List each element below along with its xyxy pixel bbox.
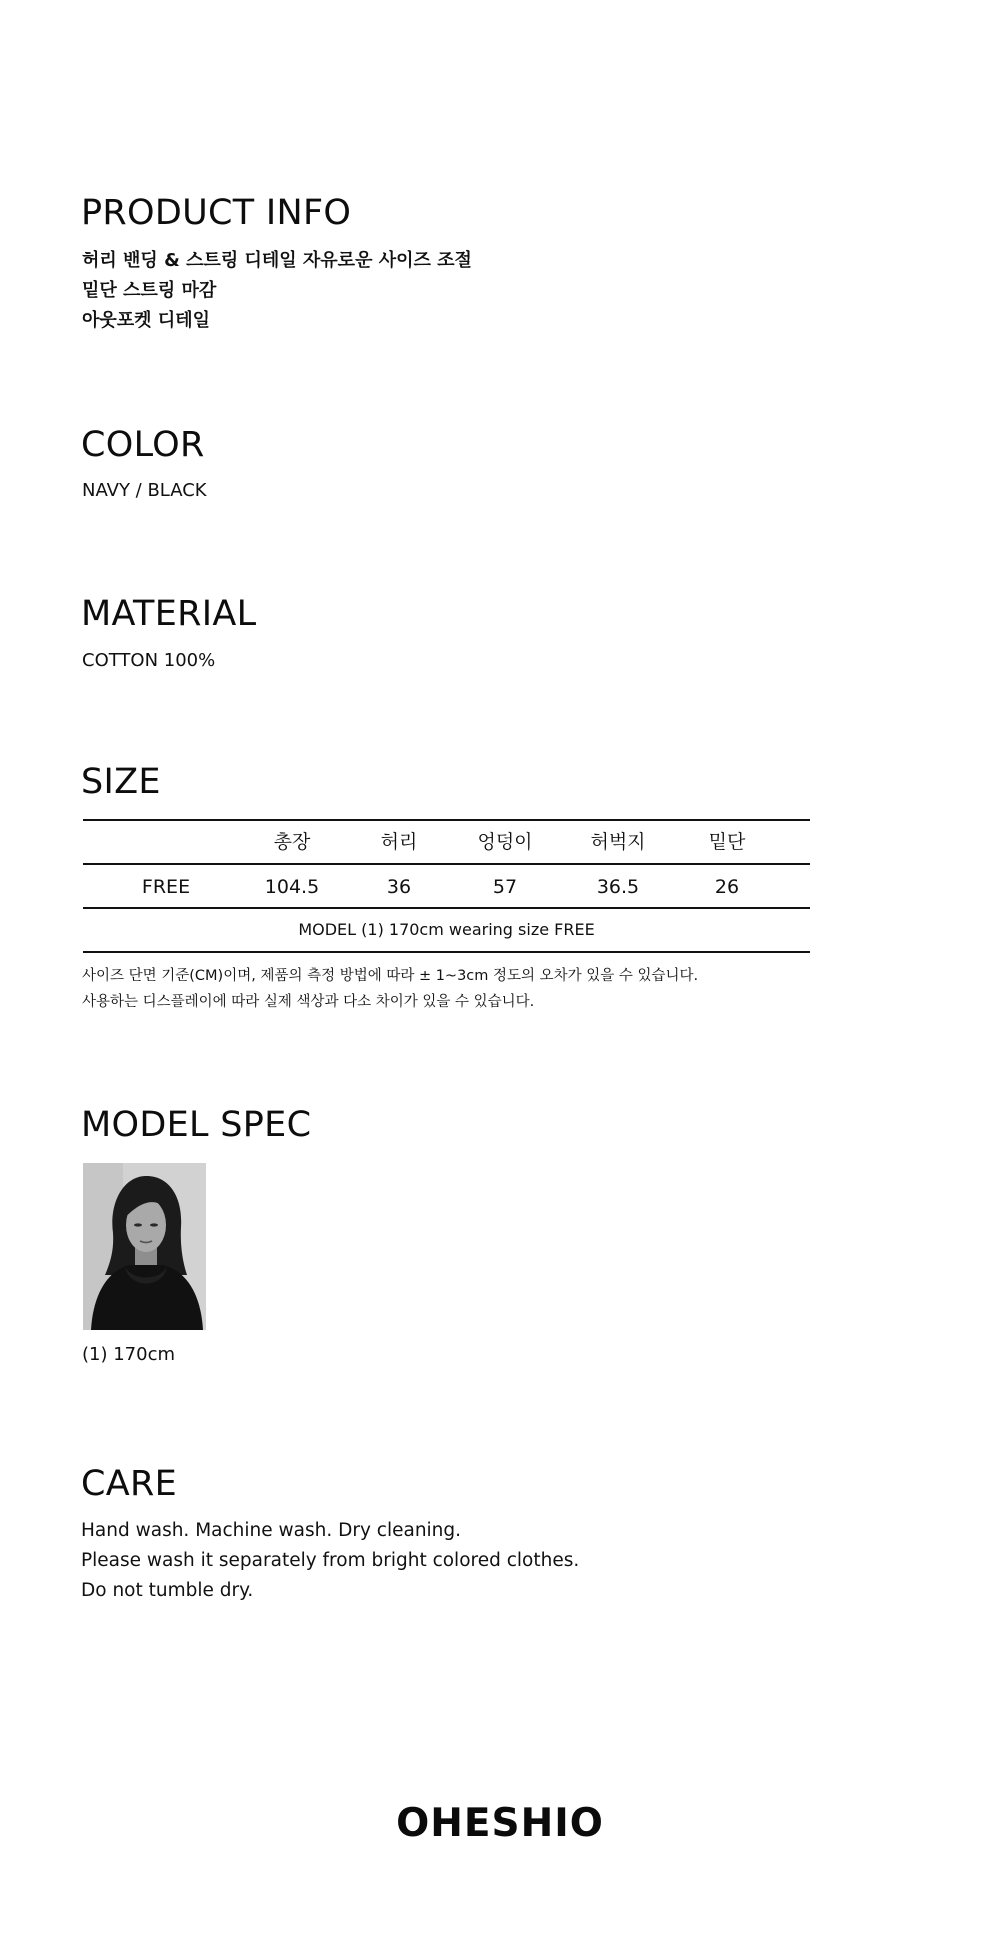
table-header-cell: 엉덩이 [477, 831, 533, 853]
product-info-line: 밑단 스트링 마감 [82, 280, 217, 301]
table-header-row [83, 821, 810, 863]
product-info-list [82, 246, 472, 336]
table-header-cell: 총장 [273, 831, 311, 853]
table-cell: 26 [714, 876, 740, 898]
size-notes [82, 963, 698, 1015]
table-cell: FREE [141, 876, 191, 898]
care-line: Hand wash. Machine wash. Dry cleaning. [81, 1520, 462, 1541]
model-wearing-note: MODEL (1) 170cm wearing size FREE [298, 920, 595, 939]
table-cell: 36 [386, 876, 412, 898]
size-title: SIZE [81, 762, 161, 802]
product-info-line: 허리 밴딩 & 스트링 디테일 자유로운 사이즈 조절 [82, 250, 472, 271]
model-photo [83, 1163, 206, 1330]
model-portrait-icon [83, 1163, 206, 1330]
material-value: COTTON 100% [82, 650, 216, 671]
product-info-line: 아웃포켓 디테일 [82, 310, 210, 331]
model-spec-title: MODEL SPEC [81, 1105, 312, 1145]
table-rule [83, 863, 810, 865]
color-title: COLOR [81, 425, 205, 465]
size-note-line: 사이즈 단면 기준(CM)이며, 제품의 측정 방법에 따라 ± 1~3cm 정도의 오차가 있을 수 있습니다. [82, 968, 699, 984]
brand-logo: OHESHIO [396, 1801, 604, 1846]
size-note-line: 사용하는 디스플레이에 따라 실제 색상과 다소 차이가 있을 수 있습니다. [82, 994, 535, 1010]
care-line: Please wash it separately from bright colored clothes. [81, 1550, 580, 1571]
material-title: MATERIAL [81, 594, 257, 634]
table-row [83, 866, 810, 908]
table-header-cell: 허리 [380, 831, 418, 853]
color-value: NAVY / BLACK [82, 480, 207, 501]
table-header-cell: 밑단 [708, 831, 746, 853]
care-title: CARE [81, 1464, 178, 1504]
table-rule [83, 951, 810, 953]
model-caption: (1) 170cm [82, 1344, 176, 1365]
care-instructions [81, 1516, 579, 1606]
care-line: Do not tumble dry. [81, 1580, 254, 1601]
table-header-cell: 허벅지 [590, 831, 646, 853]
table-cell: 36.5 [596, 876, 640, 898]
table-cell: 104.5 [264, 876, 320, 898]
product-info-title: PRODUCT INFO [81, 193, 352, 233]
table-cell: 57 [492, 876, 518, 898]
